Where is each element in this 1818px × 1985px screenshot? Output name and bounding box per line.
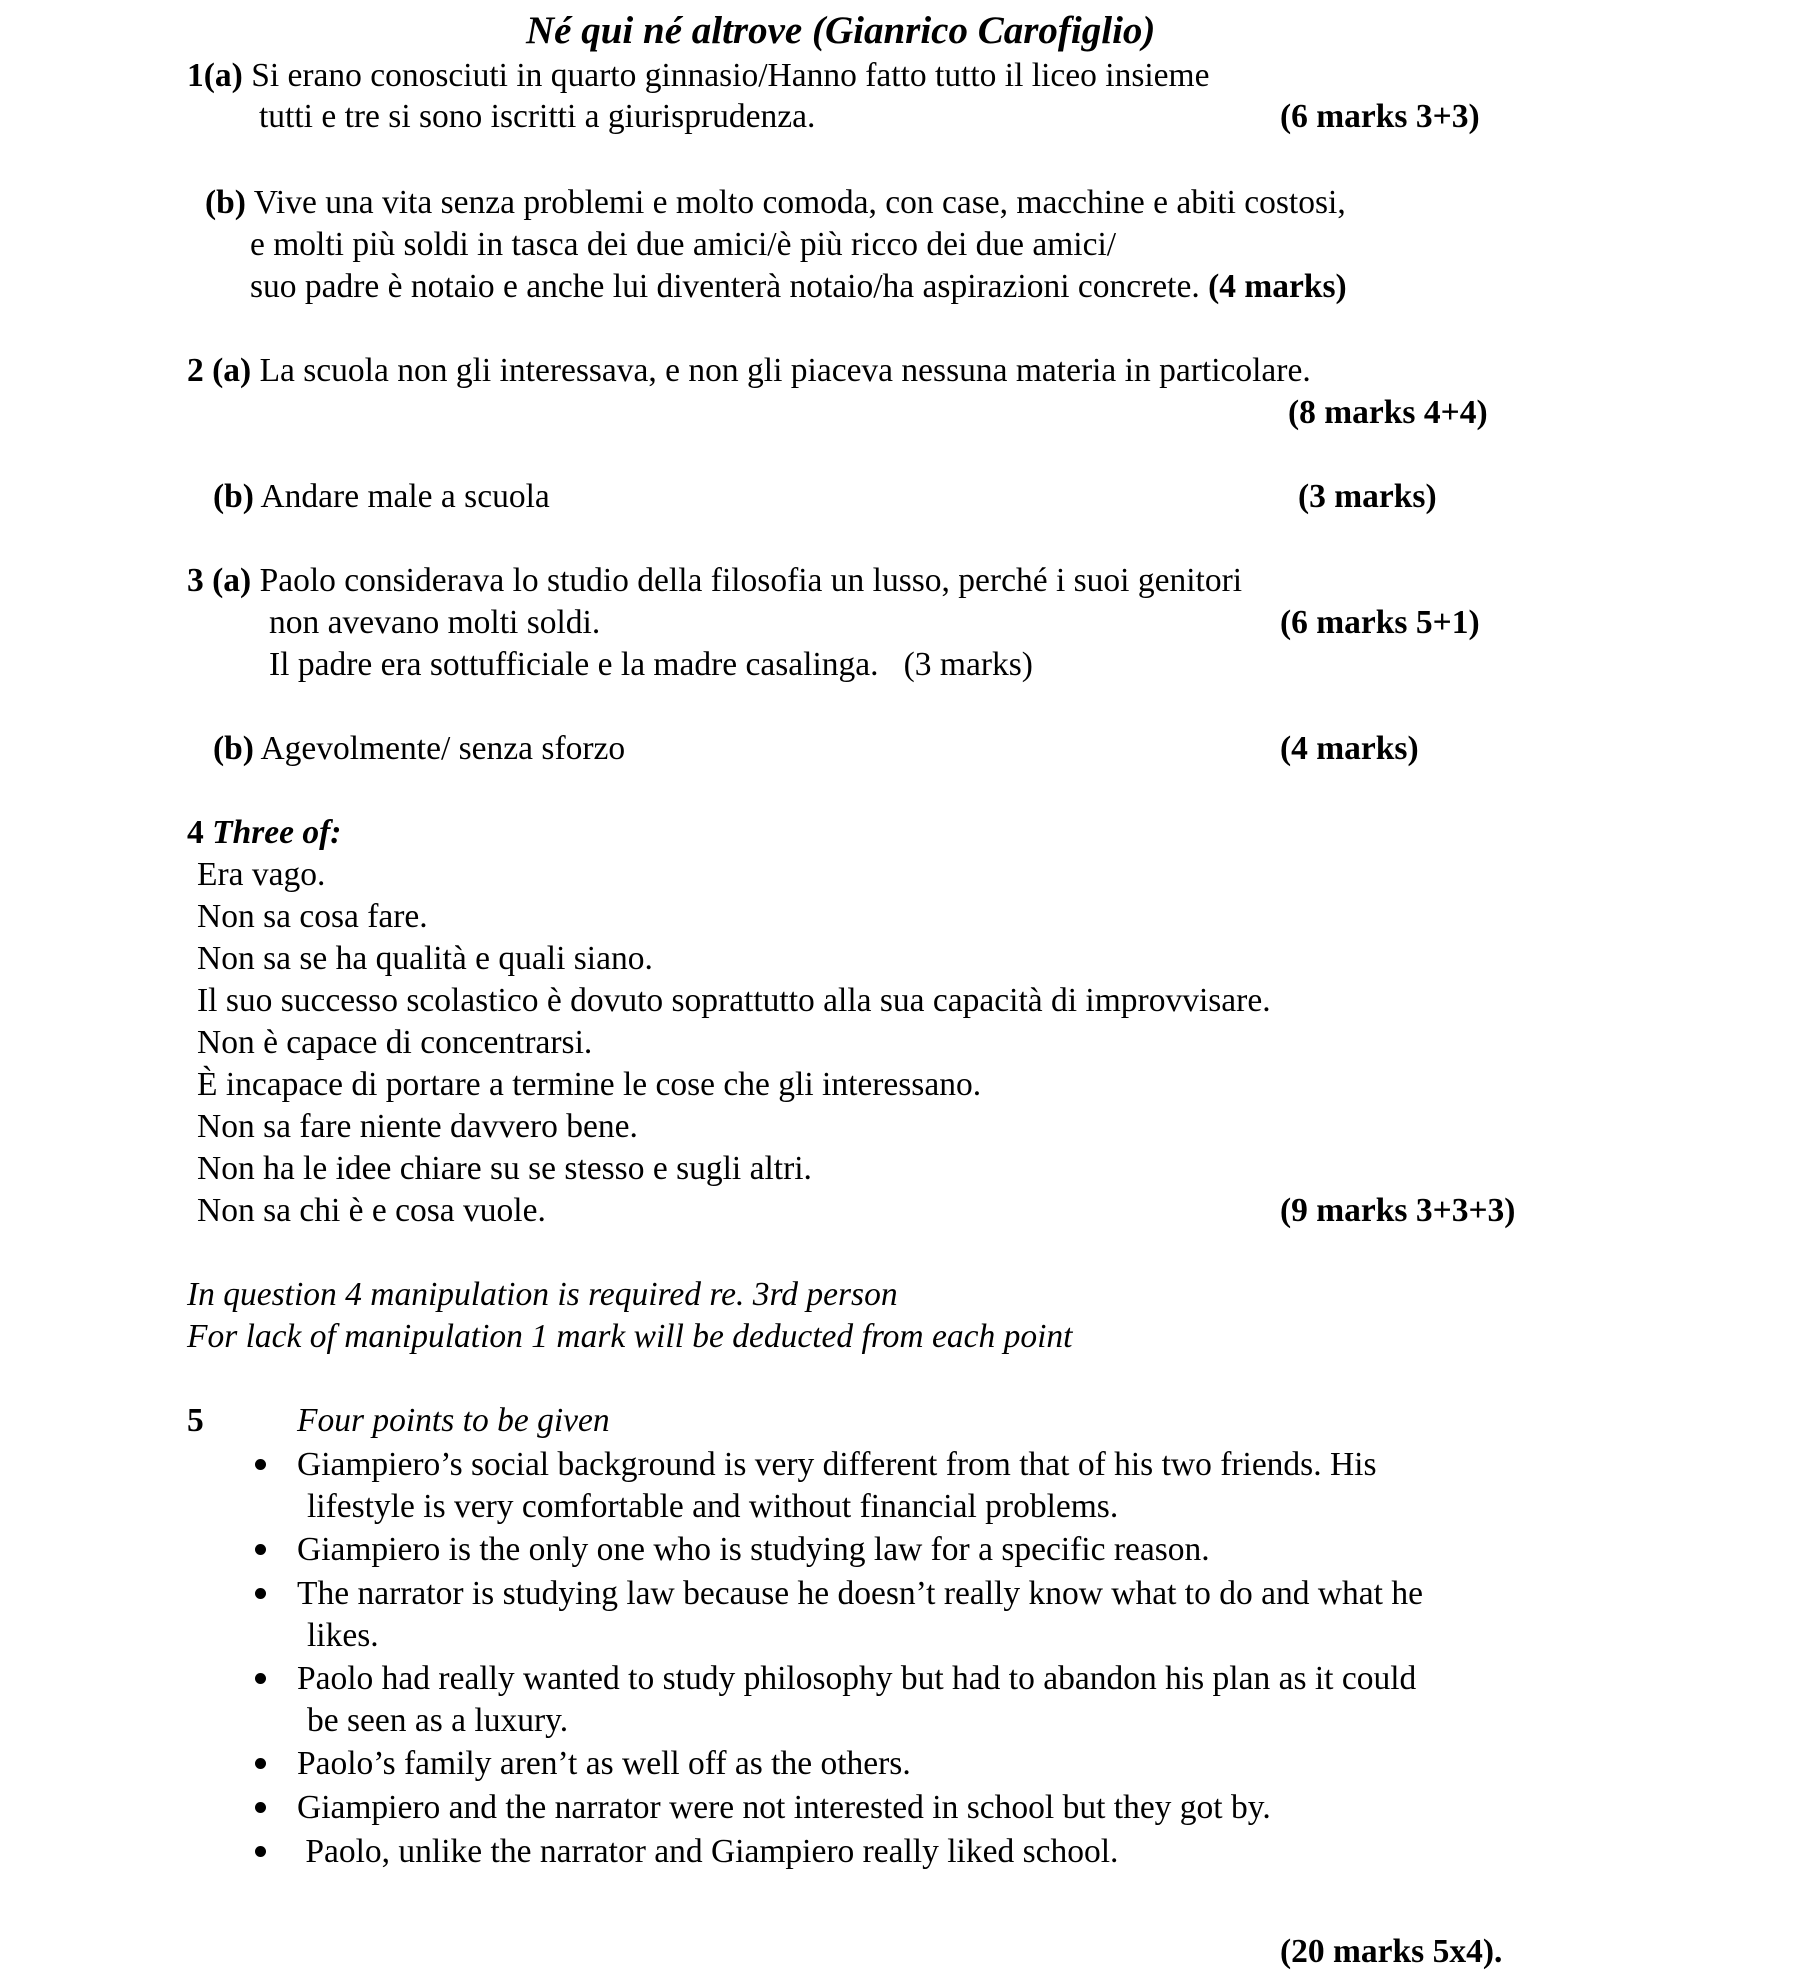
marks-label: (4 marks) — [1280, 730, 1419, 767]
marks-label: (3 marks) — [1298, 478, 1437, 515]
marks-label: (9 marks 3+3+3) — [1280, 1192, 1516, 1229]
question-number: 4 — [187, 814, 204, 851]
question-number: (b) — [205, 184, 246, 221]
bullet-icon — [255, 1673, 266, 1684]
bullet-item: The narrator is studying law because he doesn’t really know what to do and what he — [297, 1575, 1423, 1612]
bullet-item: Paolo’s family aren’t as well off as the others. — [297, 1745, 911, 1782]
question-3a-line-3: Il padre era sottufficiale e la madre casalinga. (3 marks) — [269, 646, 1033, 683]
answer-item: Non sa chi è e cosa vuole. — [197, 1192, 546, 1229]
page-title: Né qui né altrove (Gianrico Carofiglio) — [526, 9, 1156, 52]
question-number: (b) — [213, 730, 254, 767]
marks-label: (4 marks) — [1208, 268, 1347, 305]
answer-item: Non è capace di concentrarsi. — [197, 1024, 593, 1061]
marks-label: (6 marks 5+1) — [1280, 604, 1480, 641]
bullet-item: Giampiero and the narrator were not interested in school but they got by. — [297, 1789, 1271, 1826]
bullet-item: Giampiero is the only one who is studying law for a specific reason. — [297, 1531, 1210, 1568]
question-number: 1(a) — [187, 57, 243, 94]
question-1a-line-2: tutti e tre si sono iscritti a giurisprudenza. — [259, 98, 816, 135]
bullet-icon — [255, 1802, 266, 1813]
answer-item: Non sa se ha qualità e quali siano. — [197, 940, 653, 977]
bullet-icon — [255, 1846, 266, 1857]
bullet-item: Giampiero’s social background is very different from that of his two friends. His — [297, 1446, 1377, 1483]
question-2b-line-1: (b) Andare male a scuola — [213, 478, 550, 515]
question-4-heading — [187, 812, 341, 854]
question-1b-line-2: e molti più soldi in tasca dei due amici/è più ricco dei due amici/ — [250, 226, 1117, 263]
question-4-instruction: Three of: — [212, 814, 342, 851]
question-1b-line-1: (b) Vive una vita senza problemi e molto comoda, con case, macchine e abiti costosi, — [205, 184, 1346, 221]
question-1b-line-3: suo padre è notaio e anche lui diventerà notaio/ha aspirazioni concrete. (4 marks) — [250, 268, 1347, 305]
marking-note: For lack of manipulation 1 mark will be deducted from each point — [187, 1318, 1073, 1355]
bullet-item-continuation: likes. — [307, 1617, 379, 1654]
question-number: 3 (a) — [187, 562, 252, 599]
answer-item: Non sa cosa fare. — [197, 898, 428, 935]
marking-note: In question 4 manipulation is required re. 3rd person — [187, 1276, 898, 1313]
bullet-item-continuation: lifestyle is very comfortable and without financial problems. — [307, 1488, 1119, 1525]
marks-label: (6 marks 3+3) — [1280, 98, 1480, 135]
marks-label: (8 marks 4+4) — [1288, 394, 1488, 431]
answer-item: Non ha le idee chiare su se stesso e sugli altri. — [197, 1150, 812, 1187]
bullet-icon — [255, 1544, 266, 1555]
answer-item: È incapace di portare a termine le cose che gli interessano. — [197, 1066, 982, 1103]
marks-label: (20 marks 5x4). — [1280, 1933, 1503, 1970]
answer-item: Non sa fare niente davvero bene. — [197, 1108, 638, 1145]
question-number: 2 (a) — [187, 352, 252, 389]
bullet-item-continuation: be seen as a luxury. — [307, 1702, 569, 1739]
question-number: 5 — [187, 1402, 204, 1439]
answer-item: Il suo successo scolastico è dovuto soprattutto alla sua capacità di improvvisare. — [197, 982, 1271, 1019]
question-5-instruction: Four points to be given — [297, 1402, 610, 1439]
question-number: (b) — [213, 478, 254, 515]
question-3a-line-1: 3 (a) Paolo considerava lo studio della filosofia un lusso, perché i suoi genitori — [187, 562, 1243, 599]
bullet-icon — [255, 1459, 266, 1470]
bullet-item: Paolo, unlike the narrator and Giampiero really liked school. — [297, 1833, 1119, 1870]
bullet-icon — [255, 1588, 266, 1599]
question-3a-line-2: non avevano molti soldi. — [269, 604, 601, 641]
question-3b-line-1: (b) Agevolmente/ senza sforzo — [213, 730, 626, 767]
question-2a-line-1: 2 (a) La scuola non gli interessava, e non gli piaceva nessuna materia in particolare. — [187, 352, 1311, 389]
bullet-item: Paolo had really wanted to study philosophy but had to abandon his plan as it could — [297, 1660, 1417, 1697]
answer-item: Era vago. — [197, 856, 326, 893]
bullet-icon — [255, 1758, 266, 1769]
question-1a-line-1: 1(a) Si erano conosciuti in quarto ginnasio/Hanno fatto tutto il liceo insieme — [187, 57, 1210, 94]
